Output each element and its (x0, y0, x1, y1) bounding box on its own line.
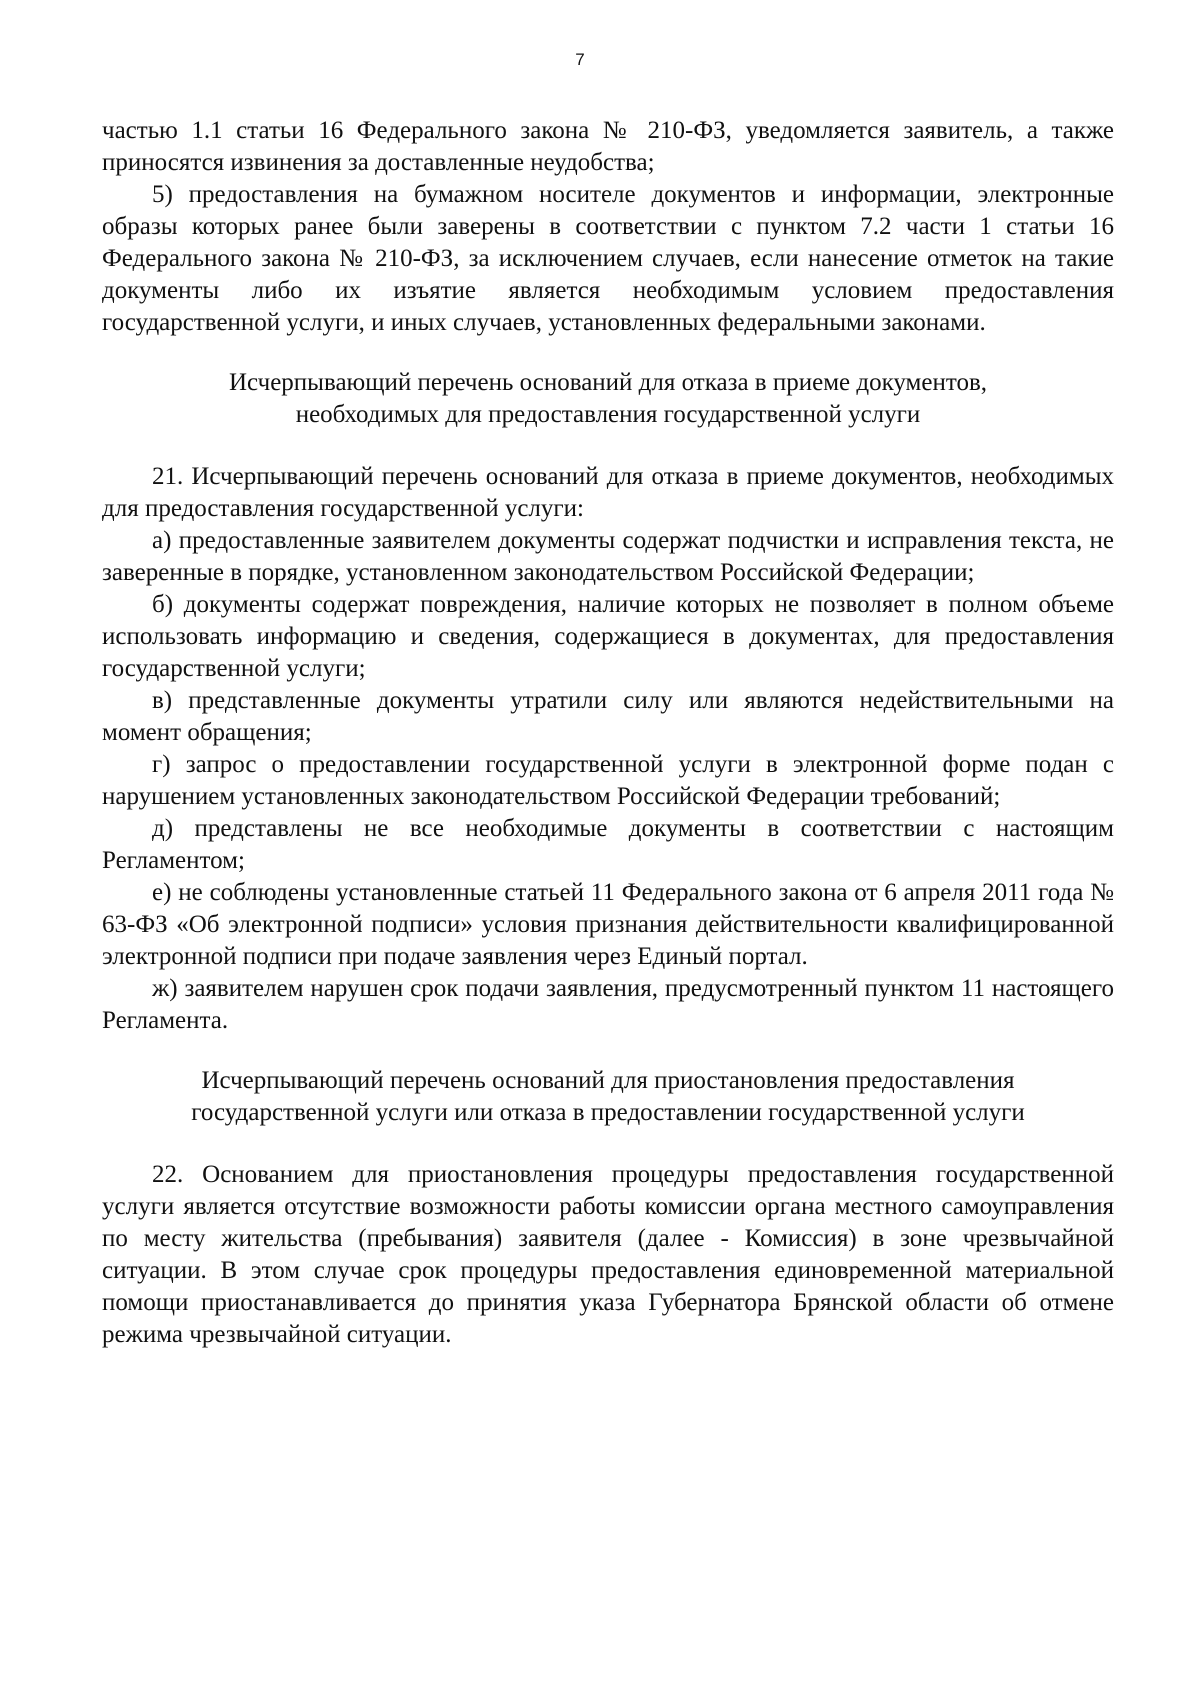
paragraph-21-zh: ж) заявителем нарушен срок подачи заявления, предусмотренный пунктом 11 настоящего Регламента. (102, 975, 1114, 1034)
paragraph-item-5: 5) предоставления на бумажном носителе документов и информации, электронные образы которых ранее были заверены в соответствии с пунктом 7.2 части 1 статьи 16 Федерального закона № 210-ФЗ, за исключением случаев, если нанесение отметок на такие документы либо их изъятие является необходимым условием предоставления государственной услуги, и иных случаев, установленных федеральными законами. (102, 181, 1114, 336)
paragraph-21-b: б) документы содержат повреждения, наличие которых не позволяет в полном объеме использовать информацию и сведения, содержащиеся в документах, для предоставления государственной услуги; (102, 591, 1114, 682)
paragraph-21: 21. Исчерпывающий перечень оснований для отказа в приеме документов, необходимых для предоставления государственной услуги: (102, 463, 1114, 522)
section-heading-suspension (102, 1065, 1114, 1129)
paragraph-21-d: д) представлены не все необходимые документы в соответствии с настоящим Регламентом; (102, 815, 1114, 874)
heading-line: Исчерпывающий перечень оснований для приостановления предоставления (201, 1067, 1015, 1094)
paragraph-21-g: г) запрос о предоставлении государственной услуги в электронной форме подан с нарушением установленных законодательством Российской Федерации требований; (102, 751, 1114, 810)
paragraph-21-e: е) не соблюдены установленные статьей 11 Федерального закона от 6 апреля 2011 года № 63-ФЗ «Об электронной подписи» условия признания действительности квалифицированной электронной подписи при подаче заявления через Единый портал. (102, 879, 1114, 970)
paragraph-21-v: в) представленные документы утратили силу или являются недействительными на момент обращения; (102, 687, 1114, 746)
heading-line: Исчерпывающий перечень оснований для отказа в приеме документов, (228, 369, 988, 396)
paragraph-22: 22. Основанием для приостановления процедуры предоставления государственной услуги является отсутствие возможности работы комиссии органа местного самоуправления по месту жительства (пребывания) заявителя (далее - Комиссия) в зоне чрезвычайной ситуации. В этом случае срок процедуры предоставления единовременной материальной помощи приостанавливается до принятия указа Губернатора Брянской области об отмене режима чрезвычайной ситуации. (102, 1161, 1114, 1348)
paragraph-21-a: а) предоставленные заявителем документы содержат подчистки и исправления текста, не заверенные в порядке, установленном законодательством Российской Федерации; (102, 527, 1114, 586)
document-body (102, 115, 1114, 1351)
section-heading-refusal-documents (102, 367, 1114, 431)
heading-line: необходимых для предоставления государственной услуги (295, 401, 921, 428)
page-number: 7 (575, 50, 585, 69)
paragraph-continuation: частью 1.1 статьи 16 Федерального закона № 210-ФЗ, уведомляется заявитель, а также приносятся извинения за доставленные неудобства; (102, 117, 1114, 176)
heading-line: государственной услуги или отказа в предоставлении государственной услуги (191, 1099, 1025, 1126)
